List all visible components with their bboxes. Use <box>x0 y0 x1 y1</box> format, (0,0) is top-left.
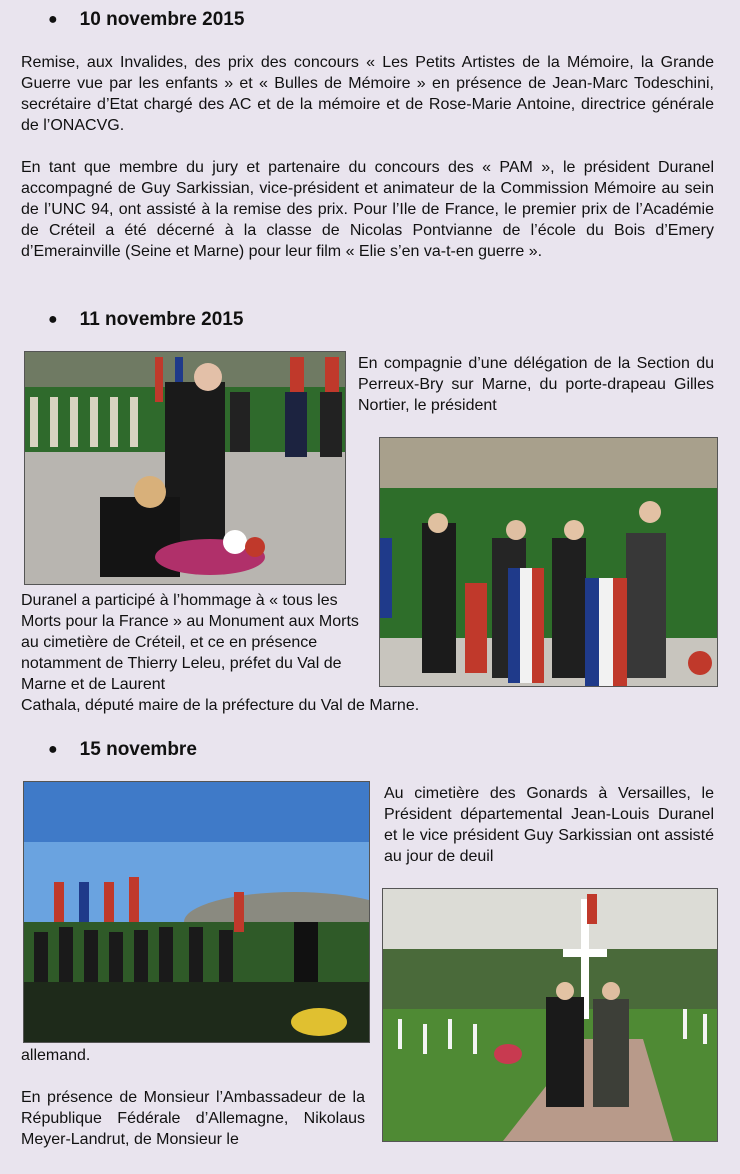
paragraph: En compagnie d’une délégation de la Section du Perreux-Bry sur Marne, du porte-drapeau Gilles Nortier, le président <box>358 355 714 414</box>
paragraph: Remise, aux Invalides, des prix des concours « Les Petits Artistes de la Mémoire, la Grande Guerre vue par les enfants » et « Bulles de Mémoire » en présence de Jean-Marc Todeschini, secrétaire d’Etat chargé des AC et de la mémoire et de Rose-Marie Antoine, directrice générale de l’ONACVG. <box>21 54 714 134</box>
section-date: 11 novembre 2015 <box>79 309 244 330</box>
paragraph: En présence de Monsieur l’Ambassadeur de la République Fédérale d’Allemagne, Nikolaus Meyer-Landrut, de Monsieur le <box>21 1089 365 1148</box>
section-heading-11-nov <box>48 309 243 331</box>
paragraph: Au cimetière des Gonards à Versailles, le Président départemental Jean-Louis Duranel et le vice président Guy Sarkissian ont assisté au jour de deuil <box>384 785 714 865</box>
paragraph: allemand. <box>21 1047 91 1064</box>
bullet-icon: ● <box>48 11 58 28</box>
paragraph: Cathala, député maire de la préfecture du Val de Marne. <box>21 697 420 714</box>
photo-cemetery-ceremony <box>23 781 370 1043</box>
paragraph: En tant que membre du jury et partenaire du concours des « PAM », le président Duranel accompagné de Guy Sarkissian, vice-président et animateur de la Commission Mémoire au sein de l’UNC 94, ont assisté à la remise des prix. Pour l’Ile de France, le premier prix de l’Académie de Créteil a été décerné à la classe de Nicolas Pontvianne de l’école du Bois d’Emery d’Emerainville (Seine et Marne) pour leur film « Elie s’en va-t-en guerre ». <box>21 159 714 260</box>
paragraph: Duranel a participé à l’hommage à « tous les Morts pour la France » au Monument aux Morts au cimetière de Créteil, et ce en présence notamment de Thierry Leleu, préfet du Val de Marne et de Laurent <box>21 592 359 693</box>
section-date: 15 novembre <box>79 739 197 760</box>
section-heading-15-nov <box>48 739 197 761</box>
bullet-icon: ● <box>48 311 58 328</box>
bullet-icon: ● <box>48 741 58 758</box>
photo-versailles-cemetery <box>382 888 718 1142</box>
photo-wreath-laying <box>24 351 346 585</box>
section-date: 10 novembre 2015 <box>79 9 245 30</box>
section-heading-10-nov <box>48 9 244 31</box>
photo-flag-bearers <box>379 437 718 687</box>
